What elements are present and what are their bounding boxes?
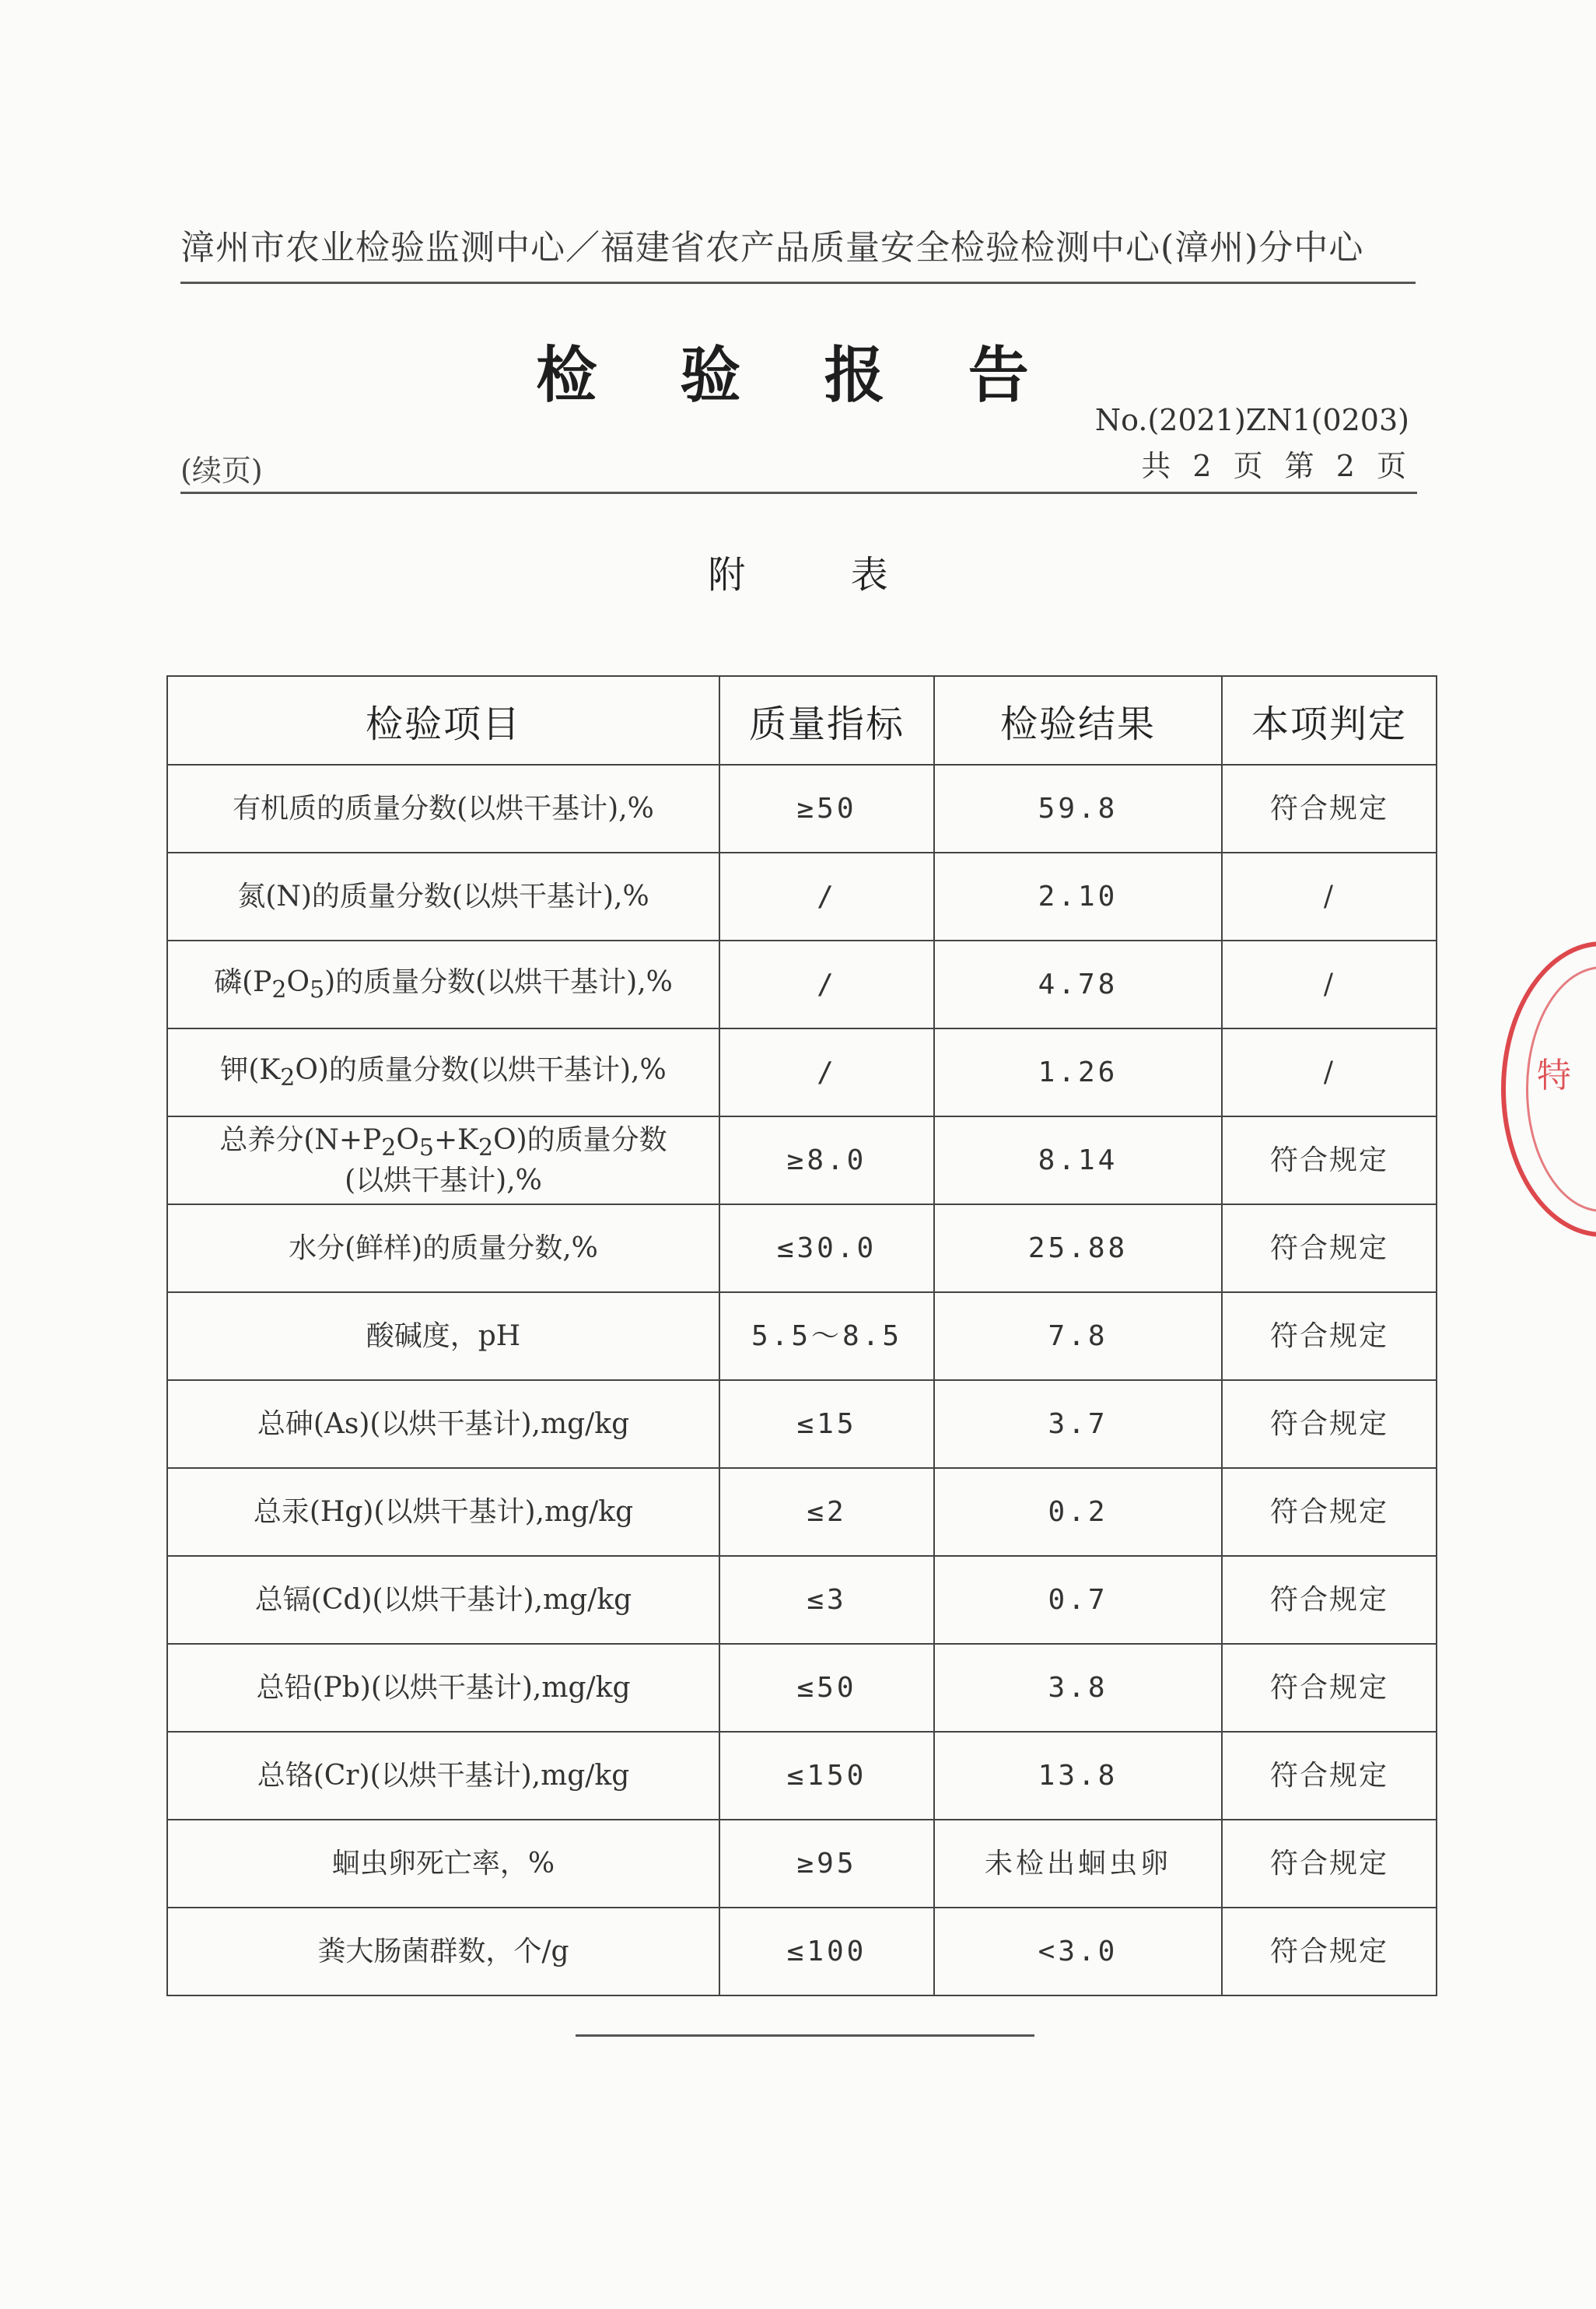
cell-item: 水分(鲜样)的质量分数,% <box>167 1204 719 1292</box>
seal-text-fragment: 特 <box>1537 1056 1571 1095</box>
cell-standard: / <box>719 853 934 941</box>
table-row <box>167 1644 1437 1732</box>
table-row <box>167 1028 1437 1116</box>
cell-standard: / <box>719 941 934 1028</box>
table-row <box>167 1468 1437 1556</box>
table-row <box>167 1556 1437 1644</box>
cell-verdict: 符合规定 <box>1222 1292 1437 1380</box>
cell-result: 未检出蛔虫卵 <box>934 1820 1222 1908</box>
cell-verdict: 符合规定 <box>1222 1908 1437 1995</box>
cell-verdict: / <box>1222 941 1437 1028</box>
results-table <box>166 675 1437 1996</box>
cell-standard: ≤100 <box>719 1908 934 1995</box>
end-of-table-rule <box>576 2034 1034 2037</box>
report-title: 检 验 报 告 <box>536 341 1060 411</box>
table-row <box>167 1732 1437 1820</box>
table-row <box>167 1204 1437 1292</box>
cell-item: 总养分$(N+P_2O_5+K_2O)$的质量分数 (以烘干基计),% <box>167 1116 719 1204</box>
cell-result: 13.8 <box>934 1732 1222 1820</box>
cell-verdict: 符合规定 <box>1222 1116 1437 1204</box>
cell-standard: ≤3 <box>719 1556 934 1644</box>
cell-item: 总铬(Cr)(以烘干基计),mg/kg <box>167 1732 719 1820</box>
cell-item: 总镉(Cd)(以烘干基计),mg/kg <box>167 1556 719 1644</box>
cell-result: 7.8 <box>934 1292 1222 1380</box>
table-body <box>167 765 1437 1995</box>
cell-item: 钾$(K_2O)$的质量分数(以烘干基计),% <box>167 1028 719 1116</box>
cell-standard: ≤150 <box>719 1732 934 1820</box>
table-row <box>167 1908 1437 1995</box>
cell-standard: ≥50 <box>719 765 934 853</box>
official-seal-stamp <box>1501 941 1596 1237</box>
cell-verdict: 符合规定 <box>1222 1380 1437 1468</box>
cell-standard: ≥95 <box>719 1820 934 1908</box>
cell-result: 2.10 <box>934 853 1222 941</box>
table-row <box>167 853 1437 941</box>
table-row <box>167 1292 1437 1380</box>
cell-result: 0.2 <box>934 1468 1222 1556</box>
cell-result: 4.78 <box>934 941 1222 1028</box>
cell-result: 3.8 <box>934 1644 1222 1732</box>
cell-item: 总砷(As)(以烘干基计),mg/kg <box>167 1380 719 1468</box>
cell-result: <3.0 <box>934 1908 1222 1995</box>
cell-standard: / <box>719 1028 934 1116</box>
cell-standard: 5.5～8.5 <box>719 1292 934 1380</box>
table-row <box>167 941 1437 1028</box>
cell-verdict: 符合规定 <box>1222 1204 1437 1292</box>
table-row <box>167 1116 1437 1204</box>
cell-item: 总汞(Hg)(以烘干基计),mg/kg <box>167 1468 719 1556</box>
subheader-divider <box>180 492 1417 494</box>
cell-verdict: 符合规定 <box>1222 1556 1437 1644</box>
table-row <box>167 1820 1437 1908</box>
cell-result: 59.8 <box>934 765 1222 853</box>
cell-item: 有机质的质量分数(以烘干基计),% <box>167 765 719 853</box>
page-count: 共 2 页 第 2 页 <box>1141 449 1412 483</box>
cell-verdict: / <box>1222 853 1437 941</box>
cell-result: 1.26 <box>934 1028 1222 1116</box>
cell-verdict: 符合规定 <box>1222 1820 1437 1908</box>
cell-standard: ≤50 <box>719 1644 934 1732</box>
cell-verdict: / <box>1222 1028 1437 1116</box>
cell-verdict: 符合规定 <box>1222 765 1437 853</box>
column-header-item: 检验项目 <box>167 676 719 765</box>
cell-result: 3.7 <box>934 1380 1222 1468</box>
table-row <box>167 765 1437 853</box>
cell-item: 磷$(P_2O_5)$的质量分数(以烘干基计),% <box>167 941 719 1028</box>
cell-verdict: 符合规定 <box>1222 1644 1437 1732</box>
header-divider <box>180 282 1416 284</box>
cell-item: 粪大肠菌群数，个/g <box>167 1908 719 1995</box>
cell-standard: ≥8.0 <box>719 1116 934 1204</box>
cell-item: 氮(N)的质量分数(以烘干基计),% <box>167 853 719 941</box>
cell-standard: ≤15 <box>719 1380 934 1468</box>
cell-result: 25.88 <box>934 1204 1222 1292</box>
cell-verdict: 符合规定 <box>1222 1732 1437 1820</box>
cell-standard: ≤2 <box>719 1468 934 1556</box>
cell-verdict: 符合规定 <box>1222 1468 1437 1556</box>
cell-result: 8.14 <box>934 1116 1222 1204</box>
cell-standard: ≤30.0 <box>719 1204 934 1292</box>
report-number: No.(2021)ZN1(0203) <box>1094 403 1409 437</box>
cell-item: 蛔虫卵死亡率，% <box>167 1820 719 1908</box>
table-row <box>167 1380 1437 1468</box>
column-header-verdict: 本项判定 <box>1222 676 1437 765</box>
table-header-row <box>167 676 1437 765</box>
cell-item: 酸碱度，pH <box>167 1292 719 1380</box>
appendix-title: 附 表 <box>708 553 935 597</box>
column-header-standard: 质量指标 <box>719 676 934 765</box>
continuation-label: (续页) <box>180 454 263 488</box>
column-header-result: 检验结果 <box>934 676 1222 765</box>
organization-header: 漳州市农业检验监测中心／福建省农产品质量安全检验检测中心(漳州)分中心 <box>180 228 1364 268</box>
cell-result: 0.7 <box>934 1556 1222 1644</box>
cell-item: 总铅(Pb)(以烘干基计),mg/kg <box>167 1644 719 1732</box>
